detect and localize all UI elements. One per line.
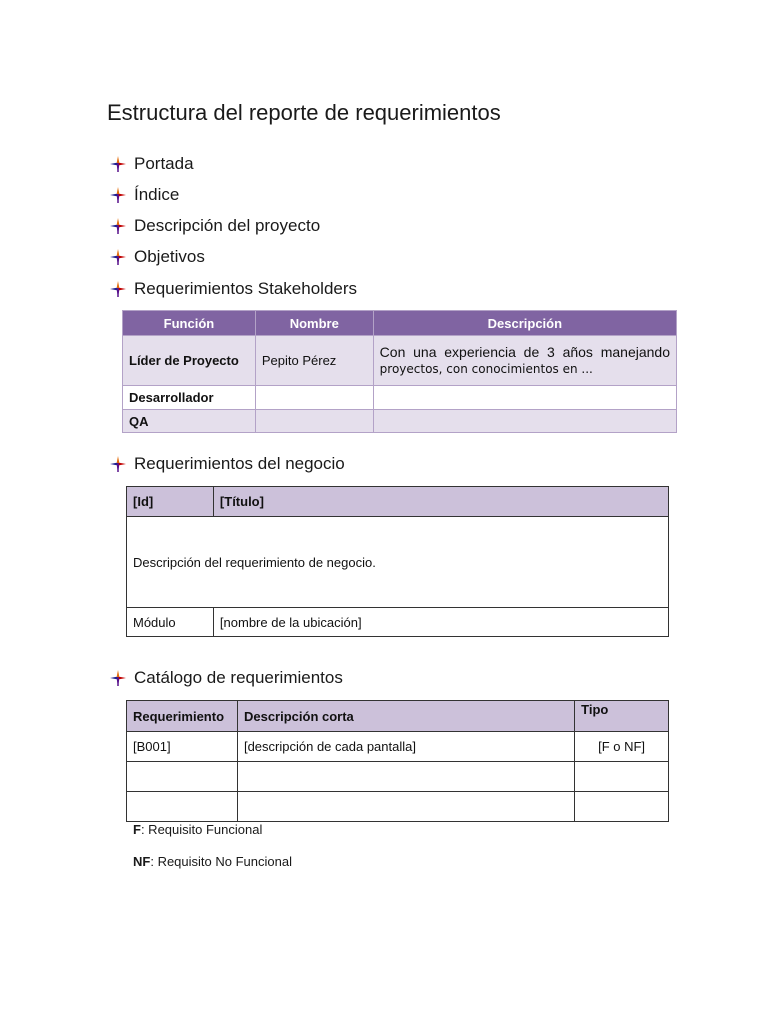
column-header-descripcion: Descripción <box>373 311 676 336</box>
descripcion-line: Con una experiencia de 3 años manejando <box>379 343 670 360</box>
table-row <box>127 732 669 762</box>
cell-nombre <box>255 386 373 410</box>
table-row <box>127 608 669 637</box>
cell-modulo-label: Módulo <box>127 608 214 637</box>
bullet-descripcion-proyecto <box>110 215 320 237</box>
cell-nombre <box>255 410 373 433</box>
page-title: Estructura del reporte de requerimientos <box>107 100 501 125</box>
cell-descripcion-corta <box>237 792 574 822</box>
table-header-row <box>127 701 669 732</box>
cell-requerimiento <box>127 792 238 822</box>
cell-tipo: [F o NF] <box>575 732 669 762</box>
descripcion-line: proyectos, con conocimientos en ... <box>379 361 593 376</box>
column-header-tipo: Tipo <box>575 701 669 732</box>
section-heading: Catálogo de requerimientos <box>134 668 343 687</box>
column-header-nombre: Nombre <box>255 311 373 336</box>
cell-descripcion <box>373 410 676 433</box>
bullet-indice <box>110 184 179 206</box>
bullet-label: Descripción del proyecto <box>134 216 321 235</box>
pinwheel-bullet-icon <box>110 218 126 234</box>
column-header-descripcion-corta: Descripción corta <box>237 701 574 732</box>
cell-modulo-value: [nombre de la ubicación] <box>213 608 668 637</box>
cell-requerimiento <box>127 762 238 792</box>
legend-note-nf <box>133 854 292 869</box>
business-requirement-table <box>126 486 669 637</box>
table-row <box>123 410 677 433</box>
cell-descripcion-corta: [descripción de cada pantalla] <box>237 732 574 762</box>
legend-text: : Requisito No Funcional <box>150 854 292 869</box>
pinwheel-bullet-icon <box>110 187 126 203</box>
requirements-catalog-table <box>126 700 669 822</box>
table-row <box>127 517 669 608</box>
column-header-funcion: Función <box>123 311 256 336</box>
pinwheel-bullet-icon <box>110 281 126 297</box>
bullet-objetivos <box>110 246 205 268</box>
cell-id: [Id] <box>127 487 214 517</box>
cell-descripcion <box>373 386 676 410</box>
bullet-portada <box>110 153 194 175</box>
pinwheel-bullet-icon <box>110 249 126 265</box>
legend-key: F <box>133 822 141 837</box>
section-heading: Requerimientos del negocio <box>134 454 345 473</box>
pinwheel-bullet-icon <box>110 156 126 172</box>
bullet-catalogo <box>110 667 343 689</box>
column-header-requerimiento: Requerimiento <box>127 701 238 732</box>
cell-funcion: Líder de Proyecto <box>123 336 256 386</box>
cell-requerimiento: [B001] <box>127 732 238 762</box>
cell-funcion: Desarrollador <box>123 386 256 410</box>
cell-titulo: [Título] <box>213 487 668 517</box>
pinwheel-bullet-icon <box>110 670 126 686</box>
cell-tipo <box>575 762 669 792</box>
legend-note-f <box>133 822 262 837</box>
bullet-label: Portada <box>134 154 194 173</box>
cell-funcion: QA <box>123 410 256 433</box>
table-row <box>123 386 677 410</box>
pinwheel-bullet-icon <box>110 456 126 472</box>
table-row <box>127 792 669 822</box>
cell-descripcion: Descripción del requerimiento de negocio. <box>127 517 669 608</box>
bullet-label: Requerimientos Stakeholders <box>134 279 358 298</box>
bullet-requerimientos-stakeholders <box>110 278 357 300</box>
cell-descripcion-corta <box>237 762 574 792</box>
legend-text: : Requisito Funcional <box>140 822 263 837</box>
table-row <box>123 336 677 386</box>
table-header-row <box>127 487 669 517</box>
stakeholders-table <box>122 310 677 433</box>
bullet-label: Objetivos <box>134 247 205 266</box>
cell-nombre: Pepito Pérez <box>255 336 373 386</box>
bullet-requerimientos-negocio <box>110 453 345 475</box>
cell-tipo <box>575 792 669 822</box>
legend-key: NF <box>133 854 151 869</box>
cell-descripcion <box>373 336 676 386</box>
bullet-label: Índice <box>134 185 180 204</box>
table-row <box>127 762 669 792</box>
